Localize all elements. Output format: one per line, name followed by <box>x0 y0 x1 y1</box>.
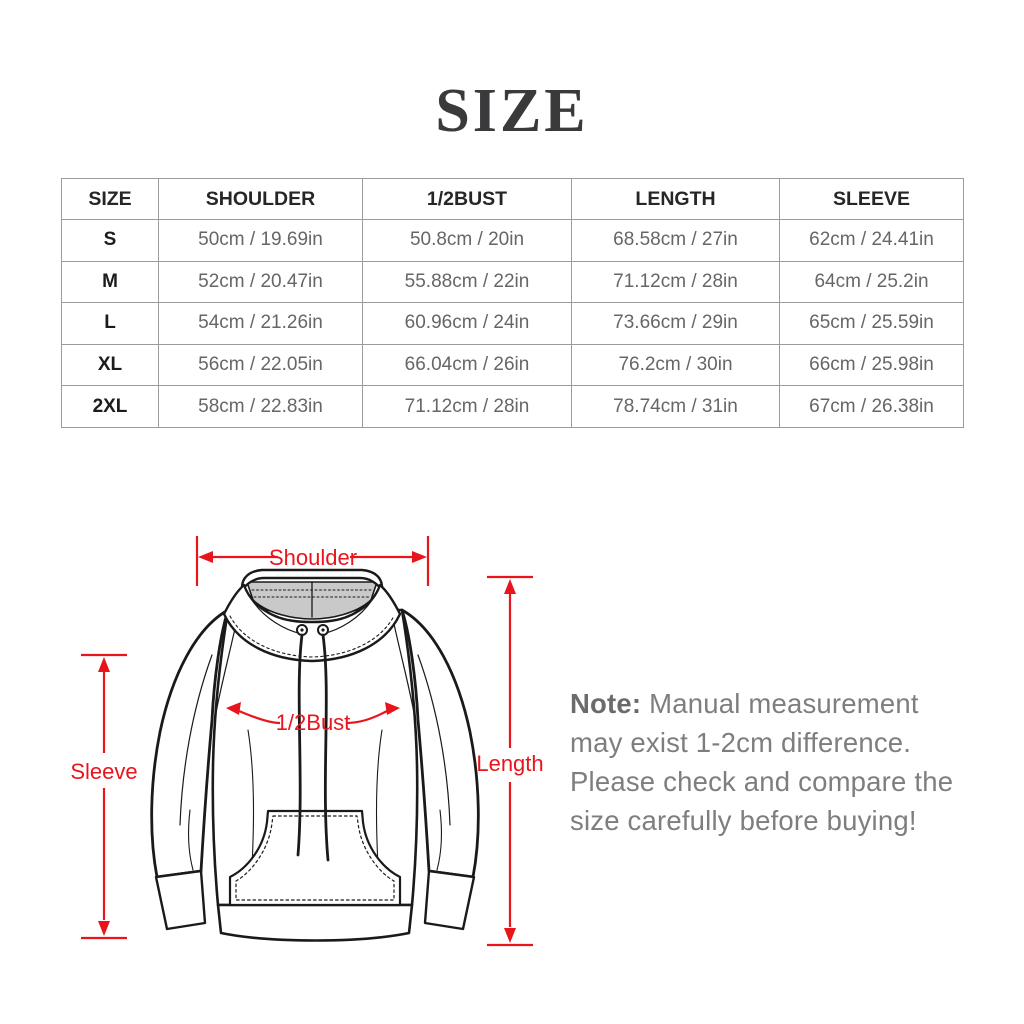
note-text: Manual measurement may exist 1-2cm difference. Please check and compare the size carefully before buying! <box>570 688 954 836</box>
cell-bust: 66.04cm / 26in <box>363 344 572 386</box>
cell-bust: 60.96cm / 24in <box>363 303 572 345</box>
eyelet <box>300 628 303 631</box>
cell-size: S <box>62 220 159 262</box>
size-table <box>61 178 964 428</box>
cell-size: L <box>62 303 159 345</box>
eyelet <box>321 628 324 631</box>
cell-size: 2XL <box>62 386 159 428</box>
cell-bust: 71.12cm / 28in <box>363 386 572 428</box>
cell-shoulder: 52cm / 20.47in <box>159 261 363 303</box>
right-cuff <box>425 871 474 929</box>
table-row-m <box>62 261 964 303</box>
cell-length: 73.66cm / 29in <box>572 303 780 345</box>
cell-length: 78.74cm / 31in <box>572 386 780 428</box>
column-header-size: SIZE <box>62 179 159 220</box>
cell-shoulder: 56cm / 22.05in <box>159 344 363 386</box>
cell-sleeve: 64cm / 25.2in <box>780 261 964 303</box>
sleeve-label: Sleeve <box>70 759 138 784</box>
cell-shoulder: 54cm / 21.26in <box>159 303 363 345</box>
cell-shoulder: 50cm / 19.69in <box>159 220 363 262</box>
cell-sleeve: 67cm / 26.38in <box>780 386 964 428</box>
cell-sleeve: 62cm / 24.41in <box>780 220 964 262</box>
cell-bust: 55.88cm / 22in <box>363 261 572 303</box>
cell-length: 76.2cm / 30in <box>572 344 780 386</box>
hoodie-measurement-diagram <box>40 520 570 990</box>
note-label: Note: <box>570 688 642 719</box>
cell-sleeve: 66cm / 25.98in <box>780 344 964 386</box>
table-row-l <box>62 303 964 345</box>
shoulder-label: Shoulder <box>268 545 358 570</box>
column-header-sleeve: SLEEVE <box>780 179 964 220</box>
cell-sleeve: 65cm / 25.59in <box>780 303 964 345</box>
length-dimension-arrow <box>476 577 543 945</box>
cell-shoulder: 58cm / 22.83in <box>159 386 363 428</box>
hoodie-flat-drawing <box>152 570 479 941</box>
cell-length: 71.12cm / 28in <box>572 261 780 303</box>
page-title: SIZE <box>435 77 589 145</box>
left-cuff <box>156 871 205 929</box>
table-row-xl <box>62 344 964 386</box>
bust-label: 1/2Bust <box>275 710 351 735</box>
cell-bust: 50.8cm / 20in <box>363 220 572 262</box>
hem-band <box>218 905 412 941</box>
column-header-length: LENGTH <box>572 179 780 220</box>
cell-size: M <box>62 261 159 303</box>
table-header-row <box>62 179 964 220</box>
cell-length: 68.58cm / 27in <box>572 220 780 262</box>
table-row-s <box>62 220 964 262</box>
column-header-bust: 1/2BUST <box>363 179 572 220</box>
sleeve-dimension-arrow <box>70 655 137 938</box>
measurement-note <box>570 684 972 840</box>
table-row-2xl <box>62 386 964 428</box>
cell-size: XL <box>62 344 159 386</box>
length-label: Length <box>476 751 544 776</box>
column-header-shoulder: SHOULDER <box>159 179 363 220</box>
